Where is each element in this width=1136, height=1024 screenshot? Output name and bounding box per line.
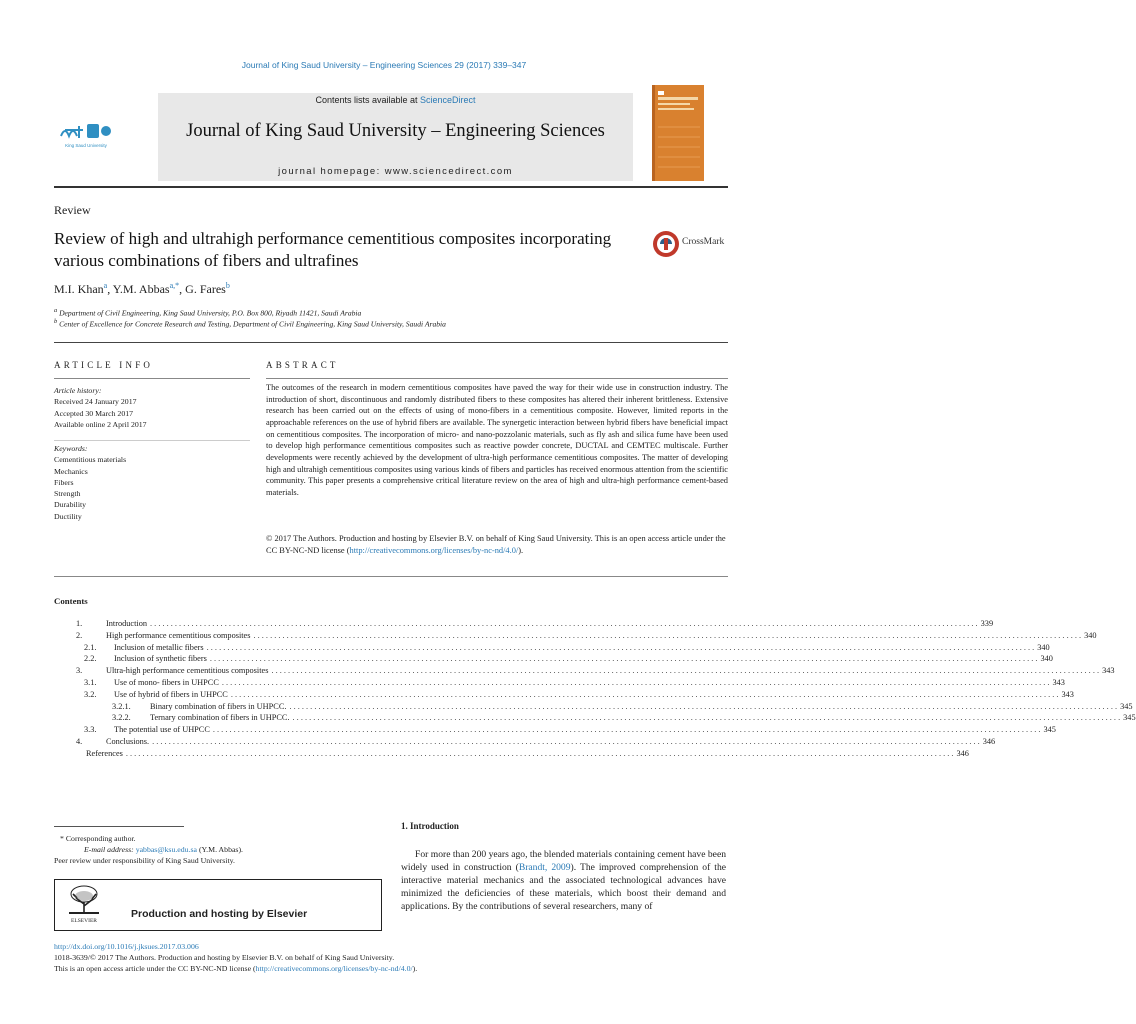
author-separator: , — [107, 282, 113, 296]
email-note — [54, 844, 384, 855]
toc-entry[interactable] — [54, 654, 1053, 666]
toc-title[interactable]: Ternary combination of fibers in UHPCC. — [150, 713, 290, 723]
crossmark-label: CrossMark — [682, 237, 725, 247]
toc-leader-dots: . . . . . . . . . . . . . . . . . . . . . . . . . . . . . . . . . . . . . . . . . . . . . . . . . . . . . . . . . . . . . . . . . . . . . . . . . . . . . . . . . . . . . . . . . . . . . . . . . . . . . . . . . . . . . . . . . . . . . . . . . . . . . . . . . . . . . . . . . . . . . . . . . . . . . . . . . . . . . . . . . . . . . . . . . . . . . . . . . . . . . . . . . . . . . . . . . . . . . . . . — [289, 701, 1118, 711]
toc-title[interactable]: References — [86, 748, 123, 758]
abstract-copyright — [266, 533, 728, 556]
toc-leader-dots: . . . . . . . . . . . . . . . . . . . . . . . . . . . . . . . . . . . . . . . . . . . . . . . . . . . . . . . . . . . . . . . . . . . . . . . . . . . . . . . . . . . . . . . . . . . . . . . . . . . . . . . . . . . . . . . . . . . . . . . . . . . . . . . . . . . . . . . . . . . . . . . . . . . . . . . . . . . . . . . . . . . . . . . . . . . . . . . . . . . . . . . . . . . . . . . . . . . . . . . . — [212, 725, 1041, 735]
journal-homepage[interactable]: journal homepage: www.sciencedirect.com — [278, 166, 513, 177]
toc-title[interactable]: Introduction — [106, 619, 148, 628]
keyword: Mechanics — [54, 466, 88, 476]
keywords-list — [54, 443, 250, 522]
email-label: E-mail address: — [84, 845, 136, 854]
keyword: Cementitious materials — [54, 455, 127, 465]
toc-title[interactable]: Inclusion of metallic fibers — [114, 642, 204, 652]
affiliation-text: Department of Civil Engineering, King Saud University, P.O. Box 800, Riyadh 11421, Saudi Arabia — [59, 308, 362, 318]
toc-entry[interactable] — [54, 619, 994, 631]
toc-entry[interactable] — [54, 642, 1050, 655]
author-affil-sup[interactable]: b — [225, 281, 230, 290]
toc-page-number: 346 — [956, 748, 969, 758]
keywords-label: Keywords: — [54, 444, 88, 453]
toc-number: 4. — [76, 736, 83, 746]
journal-title: Journal of King Saud University – Engineering Sciences — [186, 121, 605, 141]
author-affil-sup[interactable]: a — [103, 281, 108, 290]
toc-page-number: 343 — [1052, 677, 1065, 687]
issn-line: 1018-3639/© 2017 The Authors. Production and hosting by Elsevier B.V. on behalf of King Saud University. — [54, 953, 395, 962]
contents-available-line — [158, 95, 633, 105]
history-received: Received 24 January 2017 — [54, 397, 137, 407]
introduction-heading: 1. Introduction — [401, 821, 459, 831]
affiliation-text: Center of Excellence for Concrete Research and Testing, Department of Civil Engineering, King Saud University, Saudi Arabia — [59, 319, 446, 329]
history-online: Available online 2 April 2017 — [54, 419, 147, 429]
toc-entry[interactable] — [54, 701, 1133, 714]
intro-text-2: ). The improved comprehension of the interactive material mechanics and the associated technological advances have minimized the deficiencies of these materials, which boost their demand and applications. By the contributions of several researchers, many of — [401, 862, 726, 913]
toc-entry[interactable] — [54, 666, 1115, 678]
toc-number: 3.2. — [84, 689, 97, 699]
article-info-heading: ARTICLE INFO — [54, 360, 154, 370]
abstract-text: The outcomes of the research in modern cementitious composites have paved the way for their wide use in construction industry. The introduction of short, discontinuous and randomly distributed fibers to these composites has altered their inherent brittleness. Extensive research has been carried out on the effects of using of mono-fibers in a cementitious composite. However, limited reports in the approachable references on the use of hybrid fibers are available. The synergetic interaction between hybrid fibers have beneficial impact on cementitious composites. The incorporation of micro- and nano-pozzolanic materials, such as fly ash and silica fume have been used to develop high performance cementitious composites such as reactive powder concrete, DUCTAL and CEMTEC multiscale. Further developments were recently achieved by the development of ultra-high performance cementitious composites. The matter of developing high and ultrahigh cementitious composites using various kinds of fibers and particles has received enormous attention from the scientific community. This paper presents a comprehensive critical literature review on the area of high and ultra-high performance cement-based materials. — [266, 383, 728, 497]
sciencedirect-link[interactable]: ScienceDirect — [420, 95, 476, 105]
table-of-contents — [54, 619, 1136, 761]
keyword: Fibers — [54, 477, 74, 487]
article-title: Review of high and ultrahigh performance cementitious composites incorporating various combinations of fibers and ultrafines — [54, 229, 612, 270]
footnote-rule — [54, 826, 184, 827]
toc-entry[interactable] — [54, 713, 1136, 725]
toc-page-number: 346 — [982, 736, 996, 746]
toc-title[interactable]: Conclusions. — [106, 736, 150, 746]
toc-entry[interactable] — [54, 725, 1056, 737]
oa-text: This is an open access article under the CC BY-NC-ND license ( — [54, 964, 256, 973]
journal-reference[interactable]: Journal of King Saud University – Engineering Sciences 29 (2017) 339–347 — [241, 60, 527, 70]
oa-license-link[interactable]: http://creativecommons.org/licenses/by-nc-nd/4.0/ — [255, 964, 413, 973]
toc-leader-dots: . . . . . . . . . . . . . . . . . . . . . . . . . . . . . . . . . . . . . . . . . . . . . . . . . . . . . . . . . . . . . . . . . . . . . . . . . . . . . . . . . . . . . . . . . . . . . . . . . . . . . . . . . . . . . . . . . . . . . . . . . . . . . . . . . . . . . . . . . . . . . . . . . . . . . . . . . . . . . . . . . . . . . . . . . . . . . . . . . . . . . . . . . . . . . . . . . . . . . . . . — [230, 689, 1059, 699]
toc-page-number: 345 — [1123, 713, 1136, 723]
toc-title[interactable]: Use of mono- fibers in UHPCC — [114, 677, 219, 687]
author-list — [54, 281, 230, 297]
toc-title[interactable]: Inclusion of synthetic fibers — [114, 654, 207, 664]
toc-number: 3.1. — [84, 677, 97, 687]
license-link[interactable]: http://creativecommons.org/licenses/by-nc-nd/4.0/ — [349, 545, 519, 555]
elsevier-production-text: Production and hosting by Elsevier — [131, 908, 308, 920]
ksu-logo-text: King Saud University — [65, 143, 107, 148]
email-suffix: (Y.M. Abbas). — [197, 845, 244, 854]
toc-leader-dots: . . . . . . . . . . . . . . . . . . . . . . . . . . . . . . . . . . . . . . . . . . . . . . . . . . . . . . . . . . . . . . . . . . . . . . . . . . . . . . . . . . . . . . . . . . . . . . . . . . . . . . . . . . . . . . . . . . . . . . . . . . . . . . . . . . . . . . . . . . . . . . . . . . . . . . . . . . . . . . . . . . . . . . . . . . . . . . . . . . . . . . . . . . . . . . . . . . . . . . . . — [206, 642, 1035, 652]
affiliation-a — [54, 307, 361, 318]
toc-leader-dots: . . . . . . . . . . . . . . . . . . . . . . . . . . . . . . . . . . . . . . . . . . . . . . . . . . . . . . . . . . . . . . . . . . . . . . . . . . . . . . . . . . . . . . . . . . . . . . . . . . . . . . . . . . . . . . . . . . . . . . . . . . . . . . . . . . . . . . . . . . . . . . . . . . . . . . . . . . . . . . . . . . . . . . . . . . . . . . . . . . . . . . . . . . . . . . . . . . . . . . . . — [253, 630, 1082, 640]
author-name[interactable]: Y.M. Abbas — [112, 282, 170, 296]
toc-page-number: 345 — [1043, 725, 1056, 735]
crossmark-badge[interactable] — [652, 229, 732, 259]
affiliation-sup: b — [54, 318, 58, 325]
toc-number: 1. — [76, 619, 83, 628]
history-label: Article history: — [54, 386, 102, 395]
toc-title[interactable]: Ultra-high performance cementitious composites — [106, 666, 269, 676]
copyright-text: © 2017 The Authors. Production and hosting by Elsevier B.V. on behalf of King Saud University. This is an open access article under the CC BY-NC-ND license ( — [266, 534, 726, 555]
toc-page-number: 340 — [1084, 630, 1097, 640]
toc-number: 3.2.1. — [112, 701, 131, 711]
toc-leader-dots: . . . . . . . . . . . . . . . . . . . . . . . . . . . . . . . . . . . . . . . . . . . . . . . . . . . . . . . . . . . . . . . . . . . . . . . . . . . . . . . . . . . . . . . . . . . . . . . . . . . . . . . . . . . . . . . . . . . . . . . . . . . . . . . . . . . . . . . . . . . . . . . . . . . . . . . . . . . . . . . . . . . . . . . . . . . . . . . . . . . . . . . . . . . . . . . . . . . . . . . . — [150, 619, 978, 628]
toc-title[interactable]: High performance cementitious composites — [106, 630, 251, 640]
intro-text-1: For more than 200 years ago, the blended materials containing cement have been widely used in construction ( — [401, 849, 726, 874]
toc-page-number: 339 — [980, 619, 994, 628]
toc-entry[interactable] — [54, 748, 969, 761]
toc-page-number: 340 — [1040, 654, 1053, 664]
author-separator: , — [179, 282, 186, 296]
toc-page-number: 343 — [1061, 689, 1074, 699]
toc-leader-dots: . . . . . . . . . . . . . . . . . . . . . . . . . . . . . . . . . . . . . . . . . . . . . . . . . . . . . . . . . . . . . . . . . . . . . . . . . . . . . . . . . . . . . . . . . . . . . . . . . . . . . . . . . . . . . . . . . . . . . . . . . . . . . . . . . . . . . . . . . . . . . . . . . . . . . . . . . . . . . . . . . . . . . . . . . . . . . . . . . . . . . . . . . . . . . . . . . . . . . . . . — [271, 666, 1100, 676]
ksu-logo-icon — [55, 116, 117, 152]
doi-link[interactable] — [54, 942, 199, 951]
email-link[interactable]: yabbas@ksu.edu.sa — [135, 845, 198, 854]
crossmark-icon — [652, 230, 680, 258]
history-accepted: Accepted 30 March 2017 — [54, 408, 134, 418]
section-rule — [54, 576, 728, 577]
toc-page-number: 345 — [1120, 701, 1133, 711]
peer-review-note: Peer review under responsibility of King Saud University. — [54, 856, 235, 865]
toc-entry[interactable] — [54, 736, 996, 749]
affiliation-b — [54, 318, 446, 329]
abstract-rule — [266, 378, 728, 379]
affiliation-sup: a — [54, 307, 58, 314]
toc-entry[interactable] — [54, 677, 1065, 690]
open-access-line — [54, 964, 417, 973]
author-name[interactable]: G. Fares — [185, 282, 226, 296]
elsevier-box — [54, 879, 382, 931]
toc-number: 2. — [76, 630, 83, 640]
footnotes — [54, 833, 384, 866]
elsevier-wordmark: ELSEVIER — [71, 918, 97, 924]
toc-entry[interactable] — [54, 689, 1074, 702]
elsevier-tree-icon — [65, 884, 103, 924]
contents-prefix: Contents lists available at — [315, 95, 421, 105]
article-info-rule — [54, 378, 250, 379]
toc-entry[interactable] — [54, 630, 1097, 643]
corresponding-author-note: * Corresponding author. — [60, 834, 136, 843]
toc-leader-dots: . . . . . . . . . . . . . . . . . . . . . . . . . . . . . . . . . . . . . . . . . . . . . . . . . . . . . . . . . . . . . . . . . . . . . . . . . . . . . . . . . . . . . . . . . . . . . . . . . . . . . . . . . . . . . . . . . . . . . . . . . . . . . . . . . . . . . . . . . . . . . . . . . . . . . . . . . . . . . . . . . . . . . . . . . . . . . . . . . . . . . . . . . . . . . . . . . . . . . . . . — [152, 736, 980, 746]
article-type: Review — [54, 203, 91, 217]
keyword: Ductility — [54, 511, 82, 521]
keyword: Strength — [54, 489, 81, 499]
keyword: Durability — [54, 500, 87, 510]
toc-number: 3.2.2. — [112, 713, 131, 723]
author-affil-sup[interactable]: a,* — [169, 281, 180, 290]
toc-leader-dots: . . . . . . . . . . . . . . . . . . . . . . . . . . . . . . . . . . . . . . . . . . . . . . . . . . . . . . . . . . . . . . . . . . . . . . . . . . . . . . . . . . . . . . . . . . . . . . . . . . . . . . . . . . . . . . . . . . . . . . . . . . . . . . . . . . . . . . . . . . . . . . . . . . . . . . . . . . . . . . . . . . . . . . . . . . . . . . . . . . . . . . . . . . . . . . . . . . . . . . . . — [292, 713, 1121, 723]
toc-title[interactable]: The potential use of UHPCC — [114, 725, 210, 735]
toc-number: 3. — [76, 666, 83, 676]
article-history — [54, 385, 250, 430]
toc-number: 2.2. — [84, 654, 97, 664]
oa-close: ). — [412, 964, 418, 973]
toc-number: 3.3. — [84, 725, 97, 735]
toc-page-number: 343 — [1102, 666, 1115, 676]
toc-title[interactable]: Use of hybrid of fibers in UHPCC — [114, 689, 228, 699]
abstract-heading: ABSTRACT — [266, 360, 339, 370]
header-rule — [54, 186, 728, 188]
section-rule — [54, 342, 728, 343]
keywords-rule — [54, 440, 250, 441]
toc-leader-dots: . . . . . . . . . . . . . . . . . . . . . . . . . . . . . . . . . . . . . . . . . . . . . . . . . . . . . . . . . . . . . . . . . . . . . . . . . . . . . . . . . . . . . . . . . . . . . . . . . . . . . . . . . . . . . . . . . . . . . . . . . . . . . . . . . . . . . . . . . . . . . . . . . . . . . . . . . . . . . . . . . . . . . . . . . . . . . . . . . . . . . . . . . . . . . . . . . . . . . . . . — [125, 748, 954, 758]
author-name[interactable]: M.I. Khan — [54, 282, 104, 296]
citation-link[interactable]: Brandt, 2009 — [518, 862, 571, 874]
journal-cover-thumbnail[interactable] — [652, 85, 704, 181]
toc-leader-dots: . . . . . . . . . . . . . . . . . . . . . . . . . . . . . . . . . . . . . . . . . . . . . . . . . . . . . . . . . . . . . . . . . . . . . . . . . . . . . . . . . . . . . . . . . . . . . . . . . . . . . . . . . . . . . . . . . . . . . . . . . . . . . . . . . . . . . . . . . . . . . . . . . . . . . . . . . . . . . . . . . . . . . . . . . . . . . . . . . . . . . . . . . . . . . . . . . . . . . . . . — [221, 677, 1050, 687]
toc-number: 2.1. — [84, 642, 97, 652]
introduction-text — [401, 848, 726, 913]
toc-title[interactable]: Binary combination of fibers in UHPCC. — [150, 701, 287, 711]
toc-page-number: 340 — [1037, 642, 1050, 652]
toc-leader-dots: . . . . . . . . . . . . . . . . . . . . . . . . . . . . . . . . . . . . . . . . . . . . . . . . . . . . . . . . . . . . . . . . . . . . . . . . . . . . . . . . . . . . . . . . . . . . . . . . . . . . . . . . . . . . . . . . . . . . . . . . . . . . . . . . . . . . . . . . . . . . . . . . . . . . . . . . . . . . . . . . . . . . . . . . . . . . . . . . . . . . . . . . . . . . . . . . . . . . . . . . — [209, 654, 1038, 664]
copyright-close: ). — [518, 545, 524, 555]
doi-url[interactable]: http://dx.doi.org/10.1016/j.jksues.2017.03.006 — [54, 942, 199, 951]
contents-title: Contents — [54, 596, 88, 606]
